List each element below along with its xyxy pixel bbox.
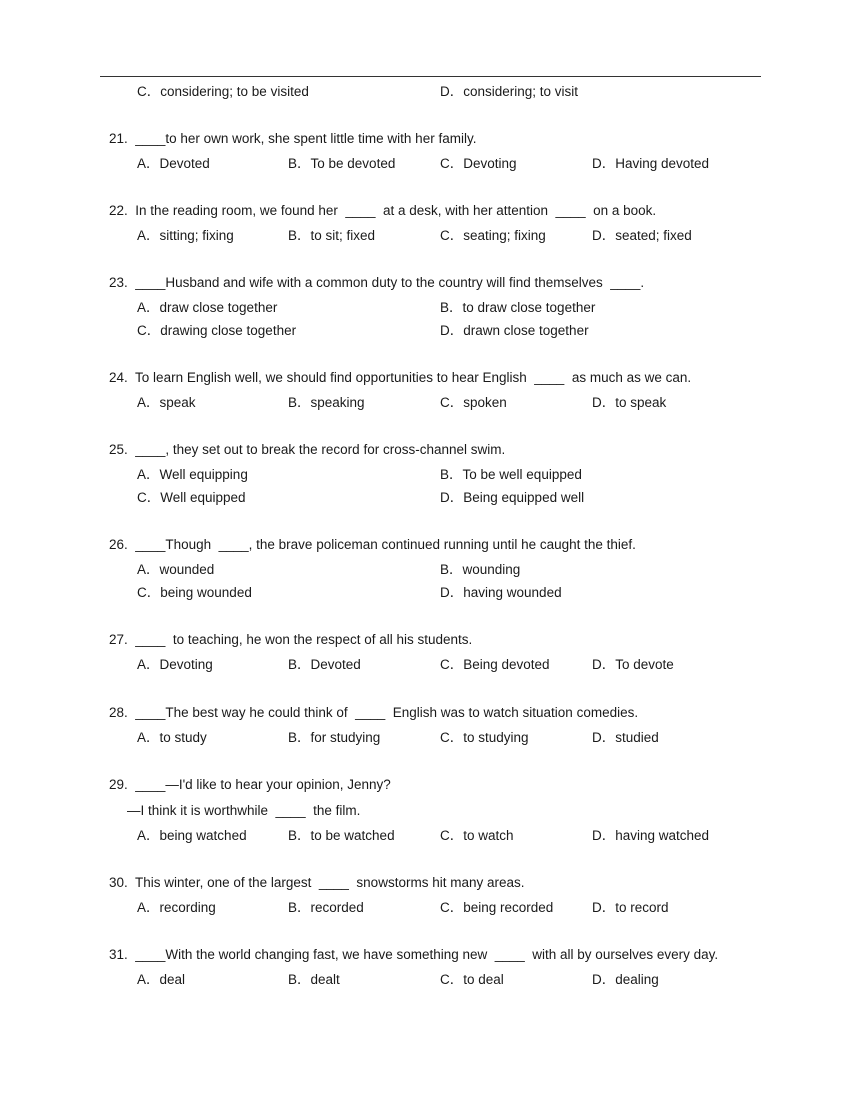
question-stem: 21. ____to her own work, she spent little time with her family. bbox=[109, 131, 477, 146]
option-b[interactable]: B．Devoted bbox=[288, 657, 361, 672]
option-d[interactable]: D．Having devoted bbox=[592, 156, 710, 171]
option-d[interactable]: D．Being equipped well bbox=[440, 490, 585, 505]
option-a[interactable]: A．being watched bbox=[137, 828, 247, 843]
option-d[interactable]: D．studied bbox=[592, 730, 659, 745]
question-stem: 31. ____With the world changing fast, we have something new ____ with all by ourselves every day. bbox=[109, 947, 719, 962]
option-b[interactable]: B．to be watched bbox=[288, 828, 395, 843]
option-b[interactable]: B．to draw close together bbox=[440, 300, 596, 315]
option-a[interactable]: A．draw close together bbox=[137, 300, 278, 315]
option-d[interactable]: D．considering; to visit bbox=[440, 84, 579, 99]
option-c[interactable]: C．being wounded bbox=[137, 585, 252, 600]
question-stem: 23. ____Husband and wife with a common duty to the country will find themselves ____. bbox=[109, 275, 645, 290]
option-b[interactable]: B．for studying bbox=[288, 730, 381, 745]
option-d[interactable]: D．to speak bbox=[592, 395, 667, 410]
option-c[interactable]: C．Being devoted bbox=[440, 657, 550, 672]
option-c[interactable]: C．to studying bbox=[440, 730, 529, 745]
option-d[interactable]: D．To devote bbox=[592, 657, 674, 672]
option-b[interactable]: B．dealt bbox=[288, 972, 340, 987]
option-d[interactable]: D．seated; fixed bbox=[592, 228, 692, 243]
option-b[interactable]: B．To be devoted bbox=[288, 156, 396, 171]
option-a[interactable]: A．speak bbox=[137, 395, 196, 410]
question-stem: 22. In the reading room, we found her ____ at a desk, with her attention ____ on a book. bbox=[109, 203, 657, 218]
option-c[interactable]: C．considering; to be visited bbox=[137, 84, 309, 99]
question-stem: 30. This winter, one of the largest ____ snowstorms hit many areas. bbox=[109, 875, 525, 890]
option-c[interactable]: C．seating; fixing bbox=[440, 228, 546, 243]
question-stem: 24. To learn English well, we should find opportunities to hear English ____ as much as we can. bbox=[109, 370, 692, 385]
option-a[interactable]: A．sitting; fixing bbox=[137, 228, 234, 243]
question-stem-continued: —I think it is worthwhile ____ the film. bbox=[127, 803, 361, 818]
option-a[interactable]: A．deal bbox=[137, 972, 186, 987]
question-stem: 27. ____ to teaching, he won the respect of all his students. bbox=[109, 632, 473, 647]
option-d[interactable]: D．having watched bbox=[592, 828, 710, 843]
option-a[interactable]: A．Well equipping bbox=[137, 467, 248, 482]
option-c[interactable]: C．to watch bbox=[440, 828, 514, 843]
option-d[interactable]: D．to record bbox=[592, 900, 669, 915]
option-b[interactable]: B．To be well equipped bbox=[440, 467, 582, 482]
option-d[interactable]: D．drawn close together bbox=[440, 323, 589, 338]
question-stem: 25. ____, they set out to break the record for cross-channel swim. bbox=[109, 442, 506, 457]
option-a[interactable]: A．Devoting bbox=[137, 657, 213, 672]
header-rule bbox=[100, 76, 761, 77]
option-b[interactable]: B．speaking bbox=[288, 395, 365, 410]
option-c[interactable]: C．spoken bbox=[440, 395, 507, 410]
option-d[interactable]: D．having wounded bbox=[440, 585, 562, 600]
option-a[interactable]: A．wounded bbox=[137, 562, 215, 577]
question-stem: 26. ____Though ____, the brave policeman continued running until he caught the thief. bbox=[109, 537, 636, 552]
question-stem: 28. ____The best way he could think of ____ English was to watch situation comedies. bbox=[109, 705, 639, 720]
option-b[interactable]: B．wounding bbox=[440, 562, 521, 577]
option-b[interactable]: B．recorded bbox=[288, 900, 364, 915]
option-a[interactable]: A．to study bbox=[137, 730, 207, 745]
option-b[interactable]: B．to sit; fixed bbox=[288, 228, 376, 243]
option-d[interactable]: D．dealing bbox=[592, 972, 659, 987]
option-a[interactable]: A．recording bbox=[137, 900, 216, 915]
option-c[interactable]: C．Well equipped bbox=[137, 490, 246, 505]
option-c[interactable]: C．to deal bbox=[440, 972, 504, 987]
option-a[interactable]: A．Devoted bbox=[137, 156, 210, 171]
option-c[interactable]: C．Devoting bbox=[440, 156, 517, 171]
option-c[interactable]: C．being recorded bbox=[440, 900, 554, 915]
option-c[interactable]: C．drawing close together bbox=[137, 323, 297, 338]
question-stem: 29. ____—I'd like to hear your opinion, Jenny? bbox=[109, 777, 391, 792]
